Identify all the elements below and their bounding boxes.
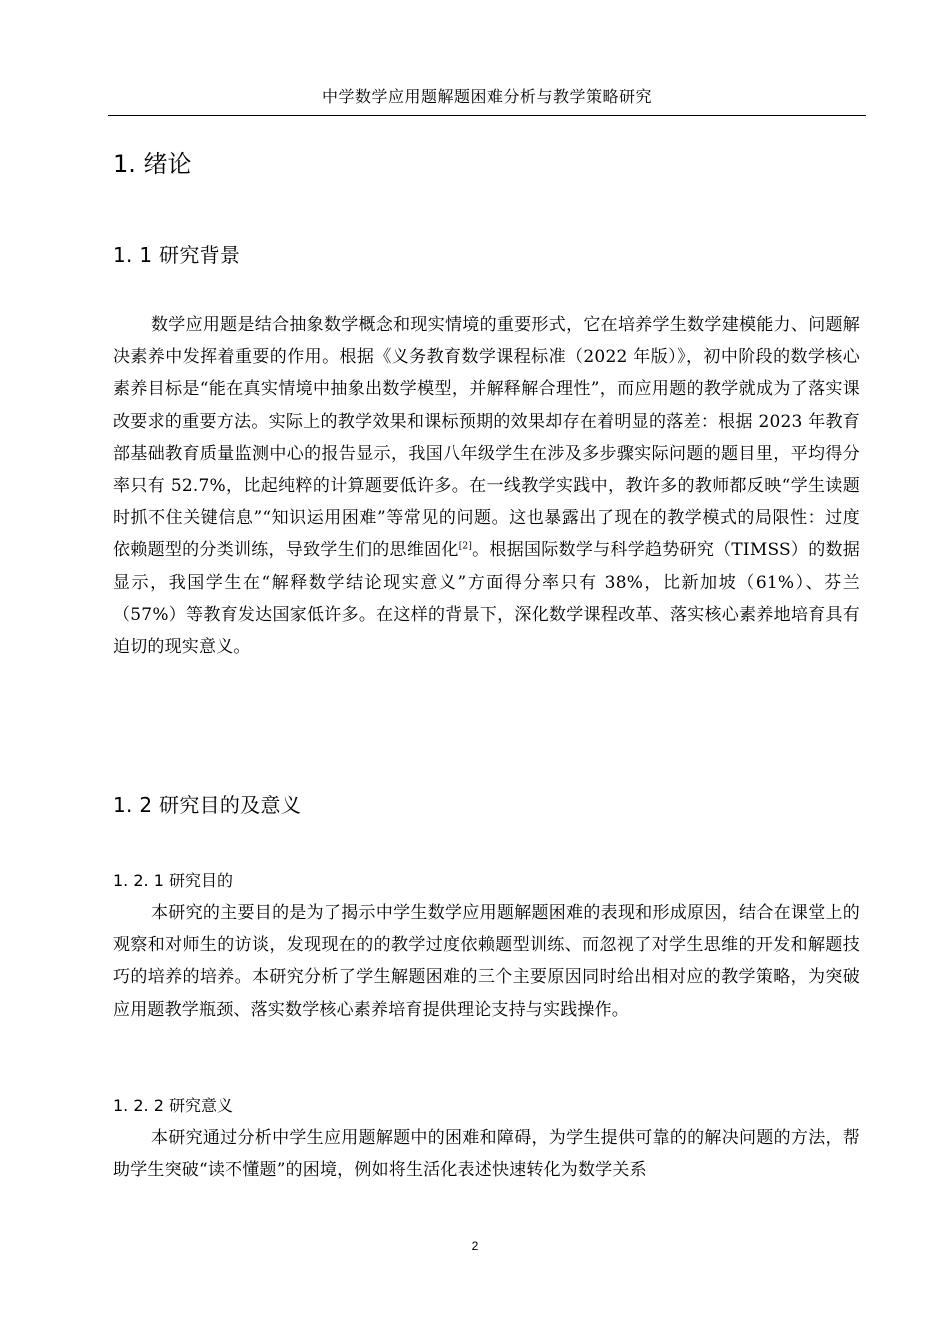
citation-marker: [2]	[458, 541, 473, 552]
paragraph-research-background-part1: 数学应用题是结合抽象数学概念和现实情境的重要形式，它在培养学生数学建模能力、问题解决素养中发挥着重要的作用。根据《义务教育数学课程标准（2022 年版）》，初中阶段的数学核心素养目标是“能在真实情境中抽象出数学模型，并解释解合理性”，而应用题的教学就成为了落实课改要求的重要方法。实际上的教学效果和课标预期的效果却存在着明显的落差：根据 2023 年教育部基础教育质量监测中心的报告显示，我国八年级学生在涉及多步骤实际问题的题目里，平均得分率只有 52.7%，比起纯粹的计算题要低许多。在一线教学实践中，教许多的教师都反映“学生读题时抓不住关键信息”“知识运用困难”等常见的问题。这也暴露出了现在的教学模式的局限性：过度依赖题型的分类训练，导致学生们的思维固化	[113, 315, 860, 561]
paragraph-research-significance: 本研究通过分析中学生应用题解题中的困难和障碍，为学生提供可靠的的解决问题的方法，帮助学生突破“读不懂题”的困境，例如将生活化表述快速转化为数学关系	[113, 1128, 860, 1181]
subsection-heading-research-purpose: 1. 2. 1 研究目的	[113, 871, 233, 890]
paragraph-research-purpose: 本研究的主要目的是为了揭示中学生数学应用题解题困难的表现和形成原因，结合在课堂上的观察和对师生的访谈，发现现在的的教学过度依赖题型训练、而忽视了对学生思维的开发和解题技巧的培养的培养。本研究分析了学生解题困难的三个主要原因同时给出相对应的教学策略，为突破应用题教学瓶颈、落实数学核心素养培育提供理论支持与实践操作。	[113, 903, 860, 1020]
paragraph-research-background	[113, 309, 860, 663]
subsection-heading-research-significance: 1. 2. 2 研究意义	[113, 1096, 233, 1115]
page-number: 2	[471, 1239, 479, 1253]
paragraph-research-background-part2: 。根据国际数学与科学趋势研究（TIMSS）的数据显示，我国学生在“解释数学结论现实意义”方面得分率只有 38%，比新加坡（61%）、芬兰（57%）等教育发达国家低许多。在这样的背景下，深化数学课程改革、落实核心素养地培育具有迫切的现实意义。	[113, 540, 860, 658]
section-heading-research-background: 1. 1 研究背景	[113, 243, 241, 267]
chapter-heading: 1. 绪论	[113, 150, 192, 178]
section-heading-purpose-significance: 1. 2 研究目的及意义	[113, 793, 302, 817]
running-header	[108, 86, 866, 116]
running-header-title: 中学数学应用题解题困难分析与教学策略研究	[321, 87, 652, 106]
